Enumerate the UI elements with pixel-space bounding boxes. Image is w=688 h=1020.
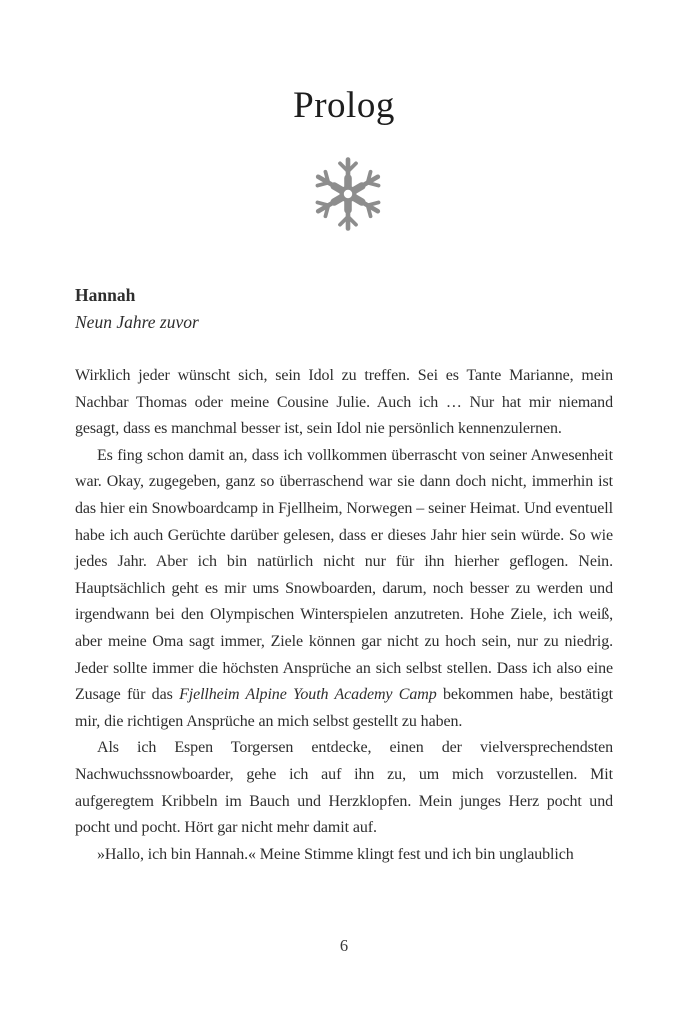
paragraph-2-text-b: bekommen habe, bestätigt mir, die richtigen Ansprüche an mich selbst gestellt zu haben. (75, 686, 613, 730)
paragraph-1-text: Wirklich jeder wünscht sich, sein Idol zu treffen. Sei es Tante Marianne, mein Nachbar Thomas oder meine Cousine Julie. Auch ich … Nur hat mir niemand gesagt, dass es manchmal besser ist, sein Idol nie persönlich kennenzulernen. (75, 367, 613, 438)
paragraph-4-text: »Hallo, ich bin Hannah.« Meine Stimme klingt fest und ich bin unglaublich (97, 845, 574, 863)
paragraph-2-text-a: Es fing schon damit an, dass ich vollkommen überrascht von seiner Anwesenheit war. Okay, zugegeben, ganz so überraschend war sie dann doch nicht, immerhin ist das hier ein Snowboardcamp in Fjellheim, Norwegen – seiner Heimat. Und eventuell habe ich auch Gerüchte darüber gelesen, dass er dieses Jahr hier sein würde. So wie jedes Jahr. Aber ich bin natürlich nicht nur für ihn hierher geflogen. Nein. Hauptsächlich geht es mir ums Snowboarden, darum, noch besser zu werden und irgendwann bei den Olympischen Winterspielen anzutreten. Hohe Ziele, ich weiß, aber meine Oma sagt immer, Ziele können gar nicht zu hoch sein, nur zu niedrig. Jeder sollte immer die höchsten Ansprüche an sich selbst stellen. Dass ich also eine Zusage für das (75, 446, 613, 704)
body-text (75, 363, 613, 868)
paragraph-2-italic-camp-name: Fjellheim Alpine Youth Academy Camp (179, 686, 437, 704)
paragraph-2 (75, 443, 613, 736)
paragraph-3-text: Als ich Espen Torgersen entdecke, einen der vielversprechendsten Nachwuchssnowboarder, gehe ich auf ihn zu, um mich vorzustellen. Mit aufgeregtem Kribbeln im Bauch und Herzklopfen. Mein junges Herz pocht und pocht und pocht. Hört gar nicht mehr damit auf. (75, 739, 613, 837)
paragraph-3 (75, 735, 613, 841)
snowflake-icon (306, 152, 390, 241)
page-title: Prolog (293, 85, 395, 126)
character-name: Hannah (75, 285, 136, 305)
paragraph-4 (75, 842, 613, 869)
section-subtitle: Neun Jahre zuvor (75, 311, 199, 332)
section-header (75, 282, 199, 335)
paragraph-1 (75, 363, 613, 443)
page-number: 6 (339, 936, 349, 955)
